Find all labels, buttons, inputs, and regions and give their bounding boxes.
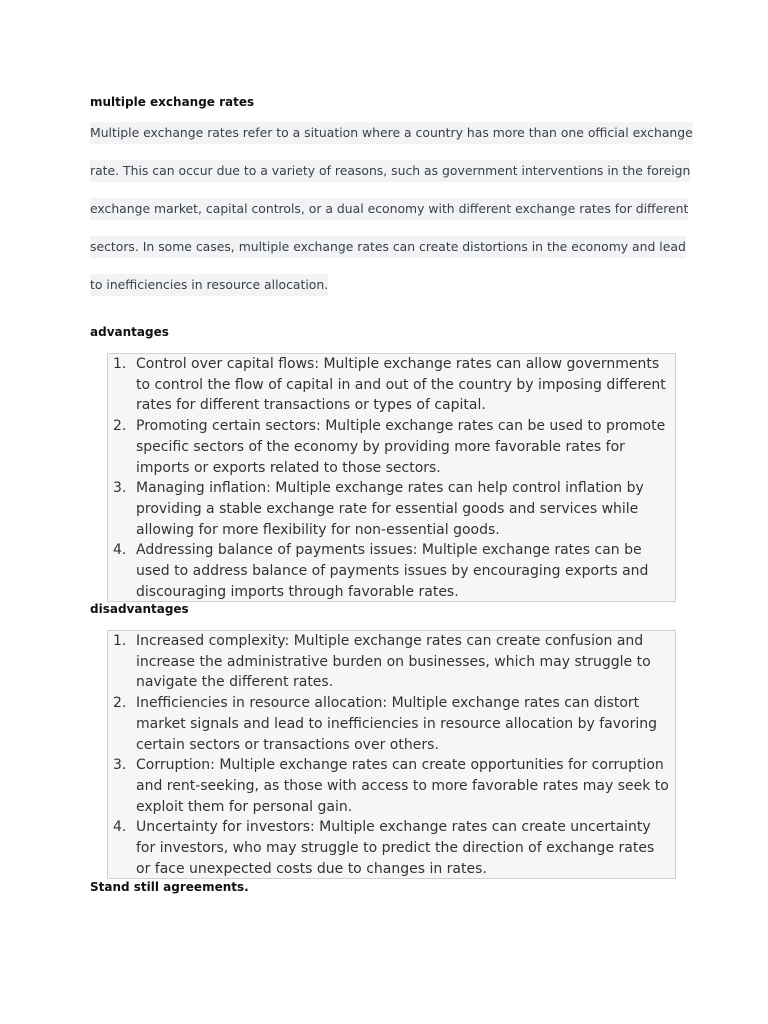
list-item-text: Increased complexity: Multiple exchange rates can create confusion and increase the administrative burden on businesses, which may struggle to navigate the different rates. [136, 633, 651, 691]
list-item-text: Uncertainty for investors: Multiple exchange rates can create uncertainty for investors, who may struggle to predict the direction of exchange rates or face unexpected costs due to changes in rates. [136, 819, 655, 877]
list-item [108, 817, 675, 879]
list-item [108, 354, 675, 416]
intro-paragraph [90, 118, 693, 308]
intro-line: sectors. In some cases, multiple exchange rates can create distortions in the economy and lead [90, 232, 690, 270]
stand-still-agreements-heading: Stand still agreements. [90, 880, 249, 894]
list-item-number: 2. [113, 695, 127, 712]
intro-line: to inefficiencies in resource allocation. [90, 270, 690, 308]
list-item-text: Addressing balance of payments issues: Multiple exchange rates can be used to address balance of payments issues by encouraging exports and discouraging imports through favorable rates. [136, 542, 649, 600]
list-item-number: 1. [113, 633, 127, 649]
intro-line: exchange market, capital controls, or a dual economy with different exchange rates for different [90, 194, 690, 232]
list-item [108, 540, 675, 602]
list-item-number: 1. [113, 356, 127, 372]
list-item [108, 693, 675, 755]
list-item-text: Promoting certain sectors: Multiple exchange rates can be used to promote specific sectors of the economy by providing more favorable rates for imports or exports related to those sectors. [136, 418, 666, 476]
disadvantages-heading: disadvantages [90, 602, 189, 616]
list-item [108, 478, 675, 540]
list-item-number: 3. [113, 480, 127, 497]
list-item [108, 755, 675, 817]
list-item-number: 2. [113, 418, 127, 435]
intro-line: rate. This can occur due to a variety of reasons, such as government interventions in the foreign [90, 156, 690, 194]
advantages-list [107, 353, 676, 602]
list-item-number: 4. [113, 819, 127, 836]
list-item-text: Control over capital flows: Multiple exchange rates can allow governments to control the flow of capital in and out of the country by imposing different rates for different transactions or types of capital. [136, 356, 666, 414]
list-item [108, 416, 675, 478]
section-title: multiple exchange rates [90, 95, 255, 109]
list-item-text: Corruption: Multiple exchange rates can create opportunities for corruption and rent-seeking, as those with access to more favorable rates may seek to exploit them for personal gain. [136, 757, 669, 815]
list-item-text: Inefficiencies in resource allocation: Multiple exchange rates can distort market signals and lead to inefficiencies in resource allocation by favoring certain sectors or transactions over others. [136, 695, 658, 753]
intro-line: Multiple exchange rates refer to a situation where a country has more than one official exchange [90, 118, 690, 156]
list-item-number: 4. [113, 542, 127, 559]
disadvantages-list [107, 630, 676, 879]
list-item-number: 3. [113, 757, 127, 774]
list-item [108, 631, 675, 693]
list-item-text: Managing inflation: Multiple exchange rates can help control inflation by providing a stable exchange rate for essential goods and services while allowing for more flexibility for non-essential goods. [136, 480, 644, 538]
advantages-heading: advantages [90, 325, 169, 339]
